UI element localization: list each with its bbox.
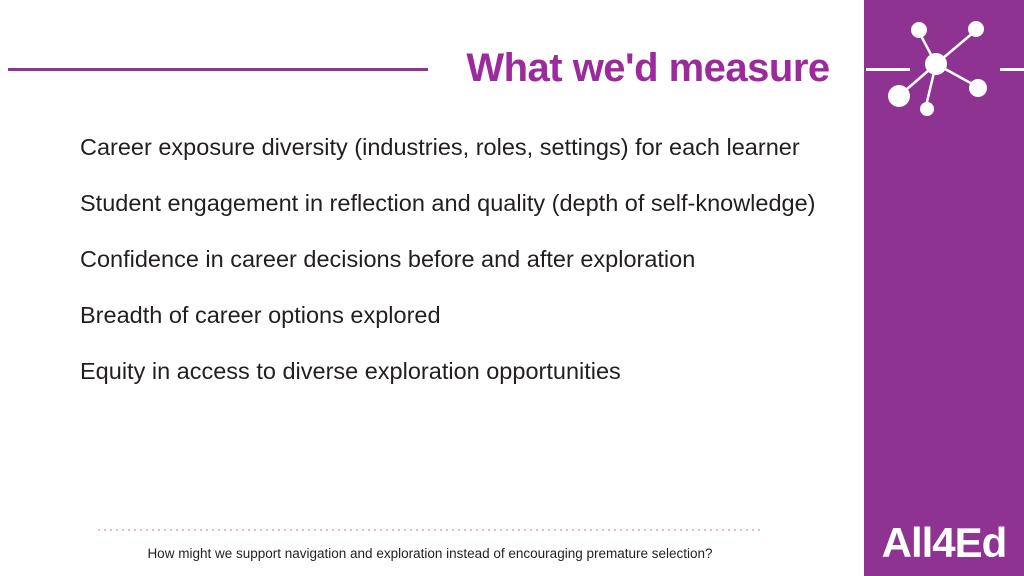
page-title: What we'd measure [466,46,830,90]
title-rule-far-right [1000,68,1024,71]
list-item: Equity in access to diverse exploration opportunities [80,358,621,384]
list-item: Student engagement in reflection and quality (depth of self-knowledge) [80,190,816,216]
footer-divider [98,529,762,531]
footer-note: How might we support navigation and exploration instead of encouraging premature selection? [147,546,713,561]
list-item: Confidence in career decisions before and after exploration [80,246,696,272]
title-rule-right [866,68,910,71]
list-item: Breadth of career options explored [80,302,441,328]
title-rule-left [8,68,428,71]
bullet-list [80,132,822,387]
all4ed-logo: All4Ed [881,519,1007,566]
title-area [0,38,1024,98]
list-item: Career exposure diversity (industries, roles, settings) for each learner [80,134,800,160]
